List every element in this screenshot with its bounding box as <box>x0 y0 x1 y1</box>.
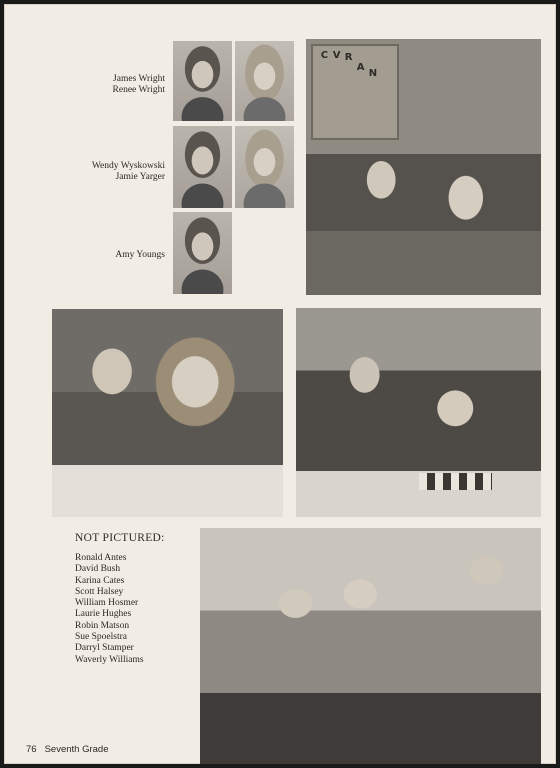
portrait-names-row-3 <box>64 250 165 261</box>
page-folio <box>26 744 108 755</box>
chess-board <box>419 473 493 490</box>
portrait-photo <box>173 41 232 121</box>
not-pictured-name: David Bush <box>75 564 121 575</box>
not-pictured-name: Karina Cates <box>75 575 125 586</box>
portrait-name: Renee Wright <box>112 85 165 95</box>
board-letter: V <box>332 50 341 62</box>
page-number: 76 <box>26 744 37 755</box>
section-name: Seventh Grade <box>44 744 109 755</box>
portrait-photo <box>173 126 232 208</box>
portrait-names-row-2 <box>64 161 165 183</box>
classroom-photo <box>306 39 541 295</box>
not-pictured-title: NOT PICTURED: <box>75 532 165 544</box>
board-letter: A <box>356 62 365 74</box>
portrait-name: James Wright <box>113 74 165 84</box>
group-reading-photo <box>200 528 541 764</box>
portrait-name: Wendy Wyskowski <box>91 161 165 171</box>
portrait-photo <box>235 41 294 121</box>
not-pictured-name: Laurie Hughes <box>75 609 132 620</box>
not-pictured-name: William Hosmer <box>75 598 139 609</box>
not-pictured-name: Scott Halsey <box>75 586 124 597</box>
board-letter: C <box>320 50 329 62</box>
portrait-names-row-1 <box>64 74 165 96</box>
board-letter: R <box>344 52 353 64</box>
board-letter: N <box>368 68 378 80</box>
portrait-name: Amy Youngs <box>115 250 165 260</box>
yearbook-page <box>4 4 556 764</box>
portrait-photo <box>173 212 232 294</box>
not-pictured-name: Darryl Stamper <box>75 643 134 654</box>
chess-photo <box>296 308 541 517</box>
portrait-photo <box>235 126 294 208</box>
not-pictured-name: Robin Matson <box>75 620 130 631</box>
portrait-name: Jamie Yarger <box>115 172 165 182</box>
not-pictured-name: Sue Spoelstra <box>75 632 127 643</box>
not-pictured-list <box>75 553 144 666</box>
bulletin-board <box>311 44 400 140</box>
students-photo-left <box>52 309 283 517</box>
not-pictured-name: Ronald Antes <box>75 553 127 563</box>
not-pictured-name: Waverly Williams <box>75 654 144 665</box>
